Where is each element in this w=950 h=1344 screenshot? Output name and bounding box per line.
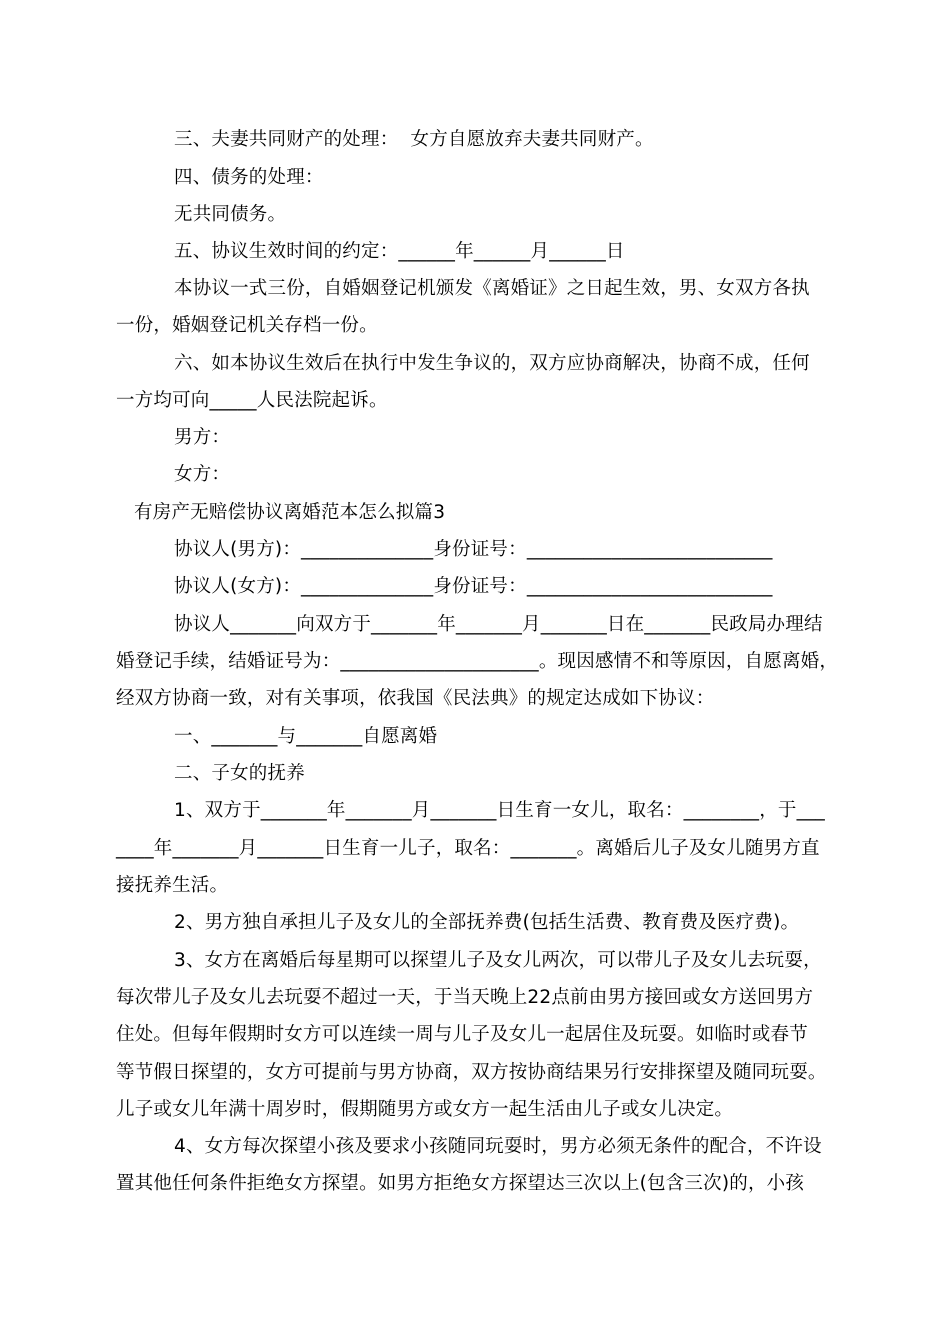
- item-4-line2: 置其他任何条件拒绝女方探望。如男方拒绝女方探望达三次以上(包含三次)的，小孩: [116, 1173, 805, 1194]
- intro-line3: 经双方协商一致，对有关事项，依我国《民法典》的规定达成如下协议：: [116, 688, 715, 709]
- item-3-line4: 等节假日探望的，女方可提前与男方协商，双方按协商结果另行安排探望及随同玩耍。: [116, 1062, 827, 1083]
- clause-1-divorce: 一、_______与_______自愿离婚: [174, 726, 438, 747]
- item-1-line2: ____年_______月_______日生育一儿子，取名：_______。离婚后儿子及女儿随男方直: [116, 838, 820, 859]
- section-5-effective-date: 五、协议生效时间的约定：______年______月______日: [174, 241, 625, 262]
- section-3-property: 三、夫妻共同财产的处理： 女方自愿放弃夫妻共同财产。: [174, 129, 654, 150]
- section-6-dispute-line1: 六、如本协议生效后在执行中发生争议的，双方应协商解决，协商不成，任何: [174, 353, 810, 374]
- item-4-line1: 4、女方每次探望小孩及要求小孩随同玩耍时，男方必须无条件的配合，不许设: [174, 1136, 822, 1157]
- section-4-debt-text: 无共同债务。: [174, 204, 287, 225]
- party-male-line: 协议人(男方)：______________身份证号：__________________________: [174, 539, 773, 560]
- section-4-debt-heading: 四、债务的处理：: [174, 167, 324, 188]
- item-3-line5: 儿子或女儿年满十周岁时，假期随男方或女方一起生活由儿子或女儿决定。: [116, 1099, 734, 1120]
- item-1-line1: 1、双方于_______年_______月_______日生育一女儿，取名：________，于___: [174, 800, 825, 821]
- intro-line1: 协议人_______向双方于_______年_______月_______日在_______民政局办理结: [174, 614, 823, 635]
- item-3-line1: 3、女方在离婚后每星期可以探望儿子及女儿两次，可以带儿子及女儿去玩耍，: [174, 950, 822, 971]
- clause-2-heading: 二、子女的抚养: [174, 763, 305, 784]
- signature-male: 男方：: [174, 427, 231, 448]
- paragraph-copies-line2: 一份，婚姻登记机关存档一份。: [116, 315, 378, 336]
- article-heading: 有房产无赔偿协议离婚范本怎么拟篇3: [134, 502, 446, 523]
- item-1-line3: 接抚养生活。: [116, 875, 229, 896]
- party-female-line: 协议人(女方)：______________身份证号：__________________________: [174, 576, 773, 597]
- item-2: 2、男方独自承担儿子及女儿的全部抚养费(包括生活费、教育费及医疗费)。: [174, 912, 800, 933]
- signature-female: 女方：: [174, 464, 231, 485]
- section-6-dispute-line2: 一方均可向_____人民法院起诉。: [116, 390, 388, 411]
- item-3-line3: 住处。但每年假期时女方可以连续一周与儿子及女儿一起居住及玩耍。如临时或春节: [116, 1024, 808, 1045]
- paragraph-copies-line1: 本协议一式三份，自婚姻登记机颁发《离婚证》之日起生效，男、女双方各执: [174, 278, 810, 299]
- intro-line2: 婚登记手续，结婚证号为：_____________________。现因感情不和等原因，自愿离婚，: [116, 651, 839, 672]
- item-3-line2: 每次带儿子及女儿去玩耍不超过一天，于当天晚上22点前由男方接回或女方送回男方: [116, 987, 814, 1008]
